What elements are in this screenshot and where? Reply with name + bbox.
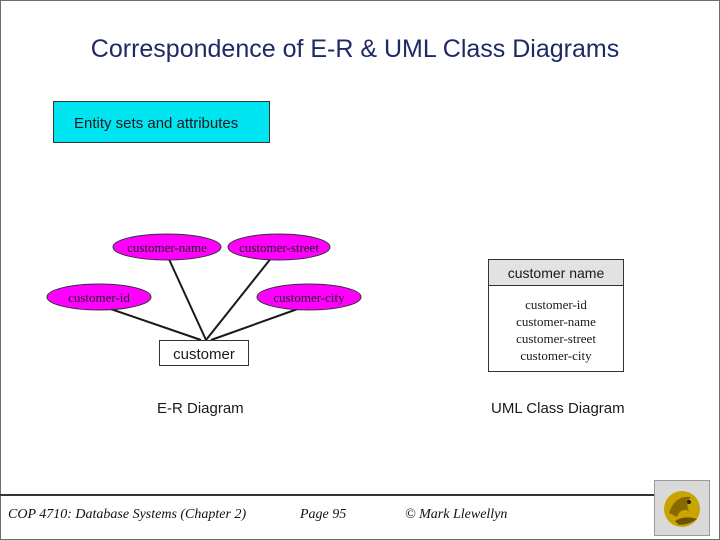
uml-attribute: customer-city: [520, 348, 592, 363]
section-label-box: Entity sets and attributes: [53, 101, 270, 143]
connector-customer-city: [211, 306, 306, 340]
uml-attribute: customer-name: [516, 314, 596, 329]
attribute-label-customer-name: customer-name: [127, 240, 207, 255]
university-logo-icon: [654, 480, 710, 536]
footer-divider: [0, 494, 654, 496]
uml-diagram-caption: UML Class Diagram: [491, 400, 625, 417]
attribute-label-customer-street: customer-street: [239, 240, 319, 255]
uml-attribute: customer-id: [525, 297, 587, 312]
footer-page: Page 95: [300, 507, 347, 522]
attribute-label-customer-id: customer-id: [68, 290, 130, 305]
uml-attribute: customer-street: [516, 331, 596, 346]
connector-customer-id: [102, 306, 201, 340]
uml-class-attributes: [488, 285, 624, 372]
attribute-label-customer-city: customer-city: [273, 290, 345, 305]
footer-copyright: © Mark Llewellyn: [405, 507, 508, 522]
connector-customer-name: [168, 257, 206, 340]
er-diagram-caption: E-R Diagram: [157, 400, 244, 417]
footer-course: COP 4710: Database Systems (Chapter 2): [8, 507, 247, 522]
uml-class-header: customer name: [488, 259, 624, 286]
slide-title: Correspondence of E-R & UML Class Diagrams: [90, 35, 620, 63]
entity-customer: customer: [159, 340, 249, 366]
